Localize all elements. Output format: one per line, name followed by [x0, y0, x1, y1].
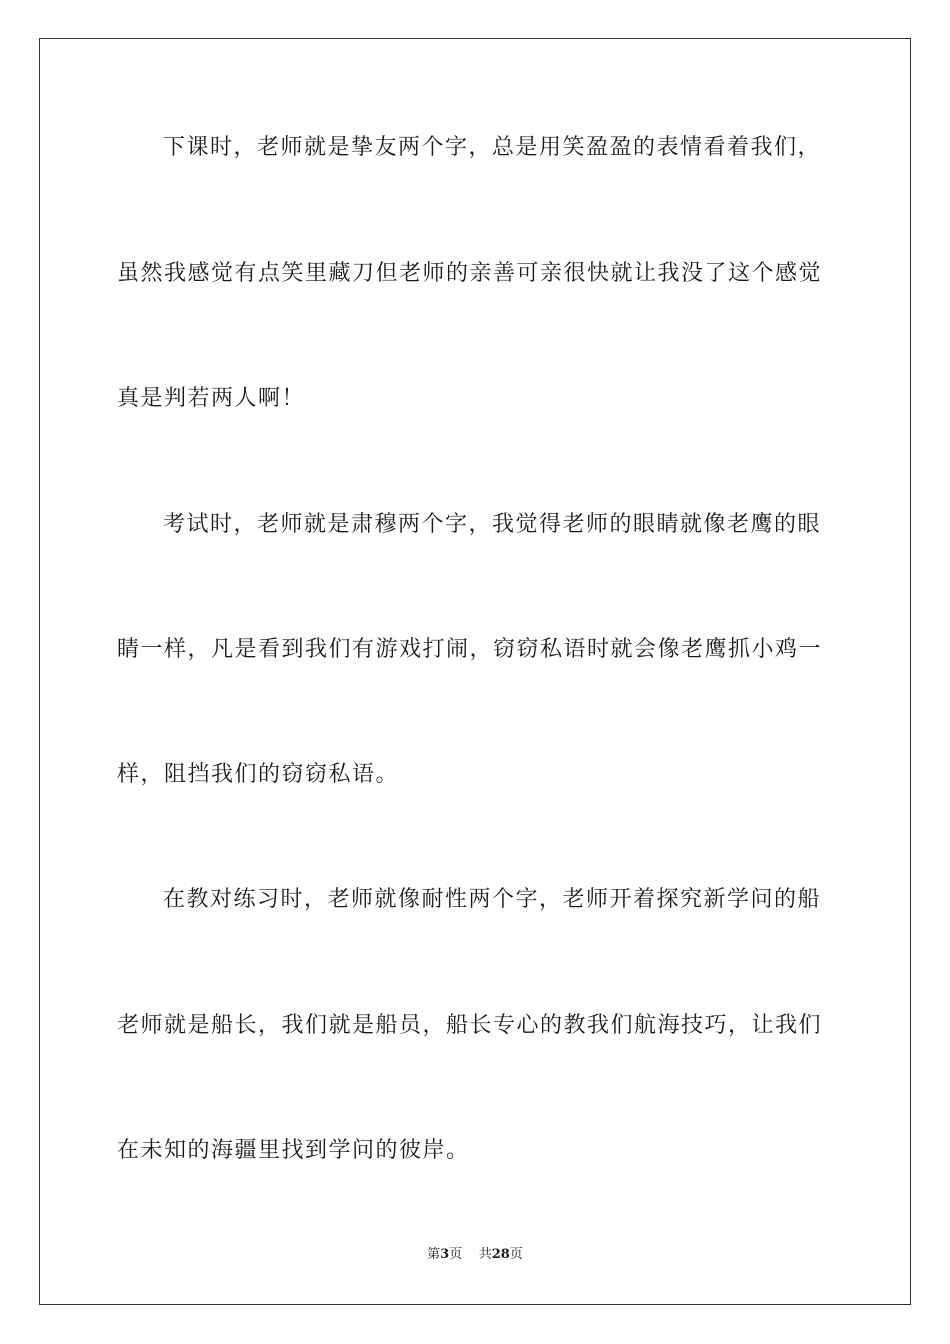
- total-label-suffix: 页: [509, 1247, 523, 1262]
- paragraph-1-line-3: 真是判若两人啊！: [117, 386, 306, 411]
- paragraph-2-line-3: 样，阻挡我们的窃窃私语。: [117, 762, 400, 787]
- paragraph-3-line-2: 老师就是船长，我们就是船员，船长专心的教我们航海技巧，让我们: [117, 1013, 823, 1038]
- page-label-suffix: 页: [449, 1247, 463, 1262]
- page-footer: [0, 1245, 950, 1265]
- paragraph-2-line-2: 睛一样，凡是看到我们有游戏打闹，窃窃私语时就会像老鹰抓小鸡一: [117, 637, 823, 662]
- current-page-number: 3: [440, 1247, 450, 1262]
- paragraph-3-line-1: 在教对练习时，老师就像耐性两个字，老师开着探究新学问的船: [163, 887, 822, 912]
- paragraph-3-line-3: 在未知的海疆里找到学问的彼岸。: [117, 1138, 470, 1163]
- page-border: [39, 38, 911, 1305]
- paragraph-1-line-2: 虽然我感觉有点笑里藏刀但老师的亲善可亲很快就让我没了这个感觉: [117, 261, 823, 286]
- paragraph-2-line-1: 考试时，老师就是肃穆两个字，我觉得老师的眼睛就像老鹰的眼: [163, 512, 822, 537]
- page-label-prefix: 第: [427, 1247, 441, 1262]
- paragraph-1-line-1: 下课时，老师就是挚友两个字，总是用笑盈盈的表情看着我们，: [163, 135, 822, 160]
- total-label-prefix: 共: [478, 1247, 492, 1262]
- total-page-number: 28: [491, 1247, 510, 1262]
